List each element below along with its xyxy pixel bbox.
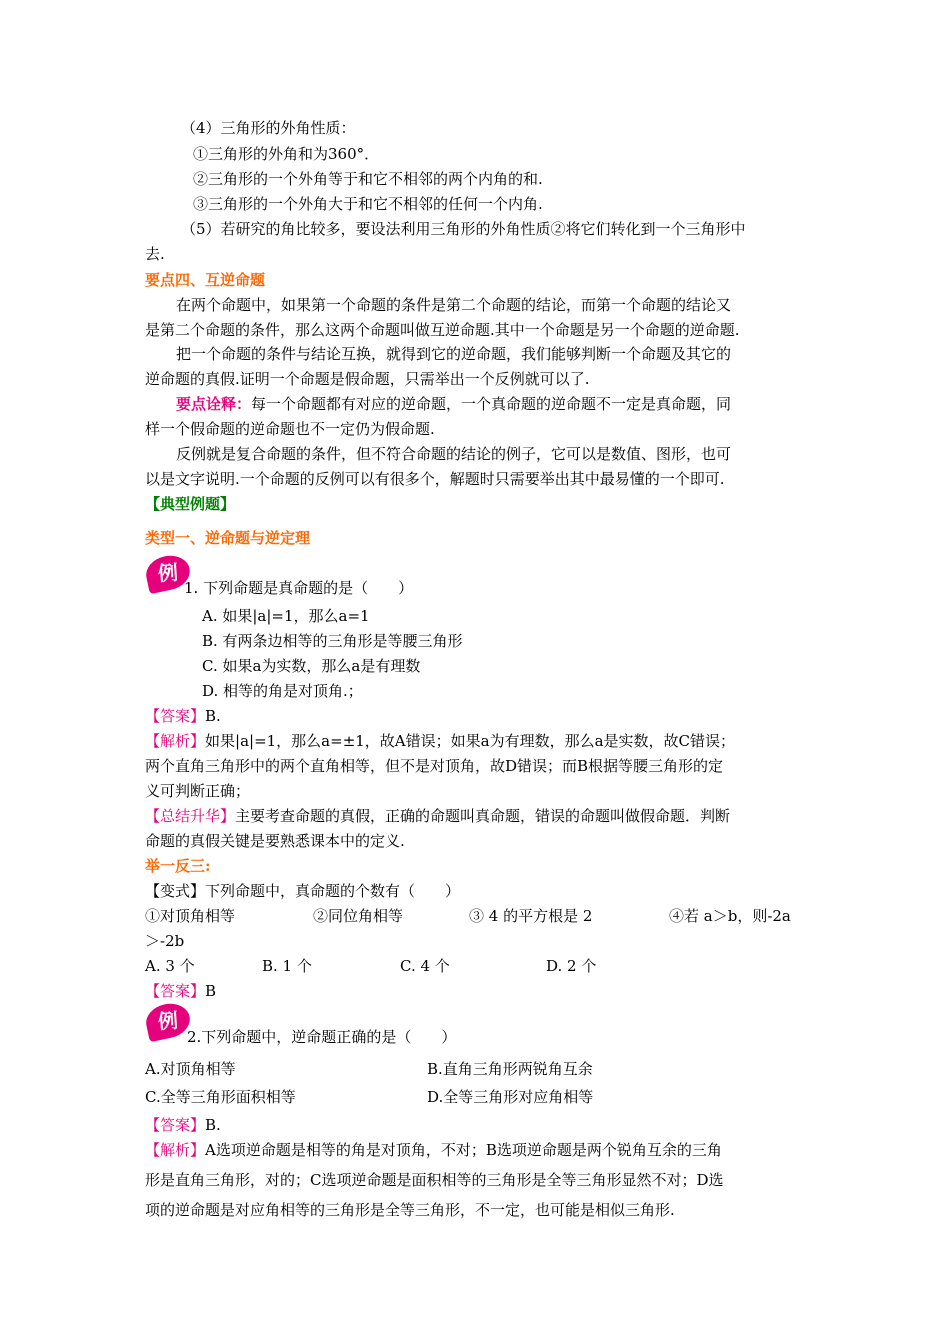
paragraph-line: 逆命题的真假.证明一个命题是假命题，只需举出一个反例就可以了. (145, 370, 590, 388)
s5-line-1: （5）若研究的角比较多，要设法利用三角形的外角性质②将它们转化到一个三角形中 (181, 220, 746, 238)
answer-text: B. (205, 707, 221, 725)
ex1-option-d: D. 相等的角是对顶角.； (202, 682, 363, 700)
analysis-text: 如果|a|=1，那么a=±1，故A错误；如果a为有理数，那么a是实数，故C错误； (205, 732, 735, 750)
answer-label: 【答案】 (145, 982, 206, 1000)
ex1-summary-line: 命题的真假关键是要熟悉课本中的定义. (145, 832, 405, 850)
s4-item-1: ①三角形的外角和为360°． (193, 145, 380, 163)
ex1-answer (145, 706, 221, 726)
paragraph-line: 以是文字说明.一个命题的反例可以有很多个，解题时只需要举出其中最易懂的一个即可. (145, 470, 725, 488)
ex2-analysis-line: 形是直角三角形，对的；C选项逆命题是面积相等的三角形是全等三角形显然不对；D选 (145, 1171, 724, 1189)
analysis-label: 【解析】 (145, 1141, 206, 1159)
summary-label: 【总结升华】 (145, 807, 236, 825)
ex2-analysis-line: 项的逆命题是对应角相等的三角形是全等三角形，不一定，也可能是相似三角形. (145, 1201, 675, 1219)
ex2-option-b: B.直角三角形两锐角互余 (427, 1060, 593, 1078)
practice-option-d: D. 2 个 (546, 957, 597, 975)
summary-text: 主要考查命题的真假，正确的命题叫真命题，错误的命题叫做假命题．判断 (235, 807, 731, 825)
s4-item-2: ②三角形的一个外角等于和它不相邻的两个内角的和. (193, 170, 543, 188)
s4-title: （4）三角形的外角性质： (181, 119, 356, 137)
note-line (176, 394, 731, 414)
example-badge: 例 (143, 1000, 193, 1042)
ex1-analysis-line: 两个直角三角形中的两个直角相等，但不是对顶角，故D错误；而B根据等腰三角形的定 (145, 757, 724, 775)
ex1-option-c: C. 如果a为实数，那么a是有理数 (202, 657, 421, 675)
practice-option-b: B. 1 个 (262, 957, 312, 975)
ex1-analysis (145, 731, 735, 751)
answer-label: 【答案】 (145, 707, 206, 725)
answer-text: B (205, 982, 217, 1000)
ex2-analysis (145, 1140, 722, 1160)
ex1-summary (145, 806, 730, 826)
ex1-analysis-line: 义可判断正确； (145, 782, 251, 800)
practice-statement-1: ①对顶角相等 (145, 907, 236, 925)
ex1-option-b: B. 有两条边相等的三角形是等腰三角形 (202, 632, 463, 650)
practice-statement-2: ②同位角相等 (313, 907, 404, 925)
practice-option-a: A. 3 个 (145, 957, 195, 975)
paragraph-line: 反例就是复合命题的条件，但不符合命题的结论的例子，它可以是数值、图形，也可 (176, 445, 732, 463)
paragraph-line: 是第二个命题的条件，那么这两个命题叫做互逆命题.其中一个命题是另一个命题的逆命题. (145, 321, 740, 339)
section-heading-key-point-4: 要点四、互逆命题 (145, 271, 266, 289)
practice-option-c: C. 4 个 (400, 957, 450, 975)
practice-statement-3: ③ 4 的平方根是 2 (469, 907, 593, 925)
practice-statement-4: ④若 a＞b，则-2a (669, 907, 791, 925)
s5-line-2: 去. (145, 245, 165, 263)
note-text: 每一个命题都有对应的逆命题，一个真命题的逆命题不一定是真命题，同 (251, 395, 732, 413)
paragraph-line: 在两个命题中，如果第一个命题的条件是第二个命题的结论，而第一个命题的结论又 (176, 296, 732, 314)
example-badge: 例 (143, 552, 193, 594)
analysis-label: 【解析】 (145, 732, 206, 750)
note-line: 样一个假命题的逆命题也不一定仍为假命题. (145, 420, 435, 438)
ex2-answer (145, 1115, 221, 1135)
s4-item-3: ③三角形的一个外角大于和它不相邻的任何一个内角. (193, 195, 543, 213)
practice-statement-4-cont: ＞-2b (145, 932, 185, 950)
note-label: 要点诠释： (176, 395, 252, 413)
ex1-option-a: A. 如果|a|=1，那么a=1 (202, 607, 370, 625)
practice-heading: 举一反三: (145, 857, 211, 875)
ex2-option-a: A.对顶角相等 (145, 1060, 236, 1078)
practice-answer (145, 981, 216, 1001)
type1-heading: 类型一、逆命题与逆定理 (145, 529, 311, 547)
practice-question: 【变式】下列命题中，真命题的个数有（ ） (145, 882, 461, 900)
ex2-option-d: D.全等三角形对应角相等 (427, 1088, 594, 1106)
answer-text: B. (205, 1116, 221, 1134)
ex1-question: 1. 下列命题是真命题的是（ ） (184, 579, 414, 597)
ex2-option-c: C.全等三角形面积相等 (145, 1088, 296, 1106)
analysis-text: A选项逆命题是相等的角是对顶角，不对；B选项逆命题是两个锐角互余的三角 (205, 1141, 722, 1159)
paragraph-line: 把一个命题的条件与结论互换，就得到它的逆命题，我们能够判断一个命题及其它的 (176, 345, 732, 363)
examples-heading: 【典型例题】 (145, 495, 236, 513)
ex2-question: 2.下列命题中，逆命题正确的是（ ） (187, 1028, 457, 1046)
answer-label: 【答案】 (145, 1116, 206, 1134)
